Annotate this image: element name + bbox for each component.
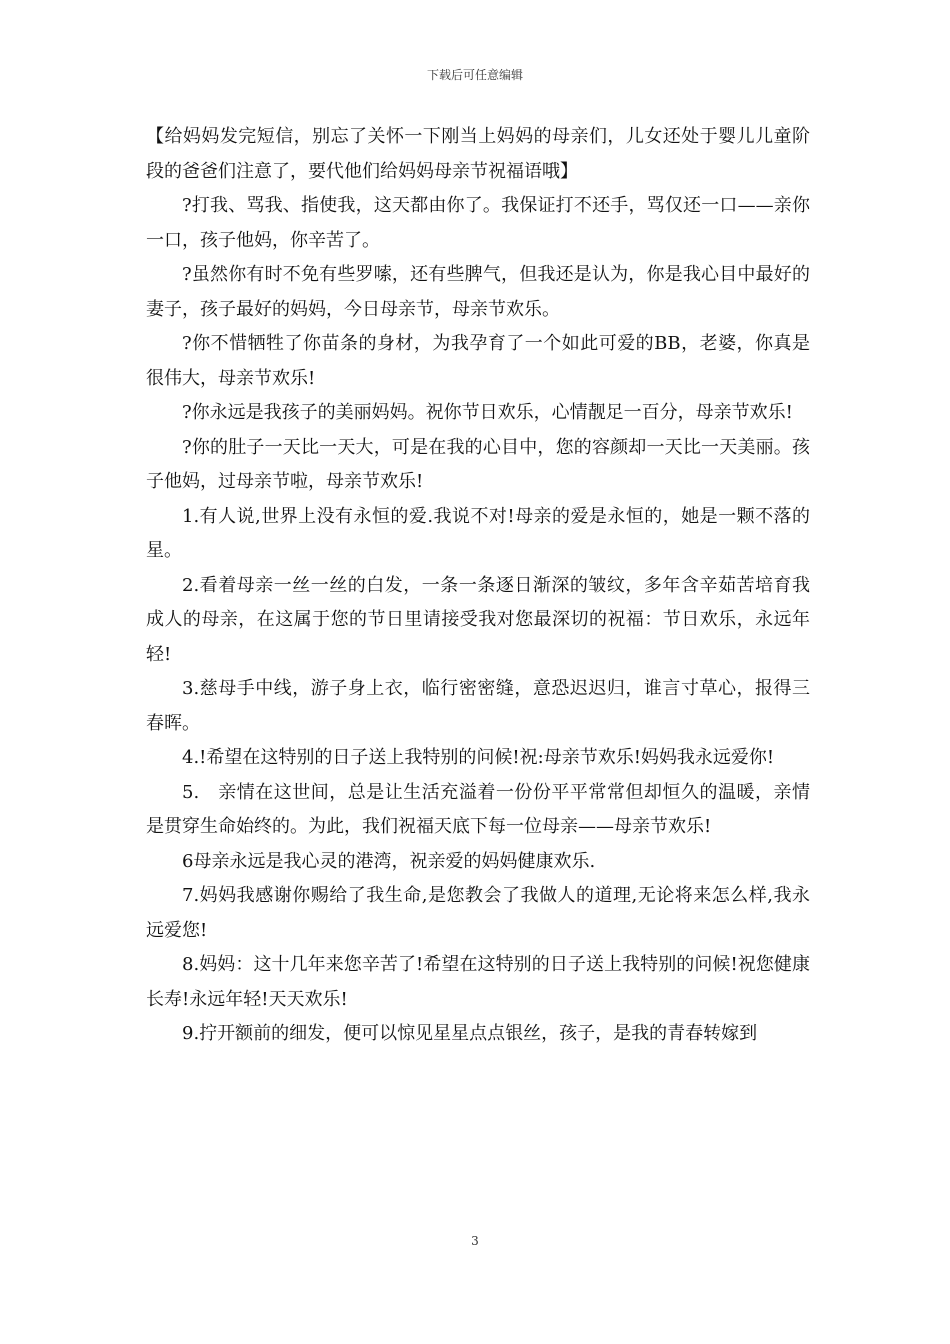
numbered-paragraph-3: 3.慈母手中线，游子身上衣，临行密密缝，意恐迟迟归，谁言寸草心，报得三春晖。 (146, 678, 810, 734)
numbered-paragraph-7: 7.妈妈我感谢你赐给了我生命,是您教会了我做人的道理,无论将来怎么样,我永远爱您! (146, 885, 810, 941)
numbered-paragraph-4: 4.!希望在这特别的日子送上我特别的问候!祝:母亲节欢乐!妈妈我永远爱你! (182, 747, 775, 768)
blessing-paragraph: ?你永远是我孩子的美丽妈妈。祝你节日欢乐，心情靓足一百分，母亲节欢乐! (182, 402, 793, 423)
numbered-paragraph-5: 5. 亲情在这世间，总是让生活充溢着一份份平平常常但却恒久的温暖，亲情是贯穿生命始终的。为此，我们祝福天底下每一位母亲——母亲节欢乐! (146, 781, 810, 837)
numbered-paragraph-9: 9.拧开额前的细发，便可以惊见星星点点银丝，孩子，是我的青春转嫁到 (182, 1023, 758, 1044)
numbered-paragraph-1: 1.有人说,世界上没有永恒的爱.我说不对!母亲的爱是永恒的，她是一颗不落的星。 (146, 505, 810, 561)
page-number: 3 (471, 1234, 479, 1248)
blessing-paragraph: ?你不惜牺牲了你苗条的身材，为我孕育了一个如此可爱的BB，老婆，你真是很伟大，母亲节欢乐! (146, 333, 810, 389)
numbered-paragraph-2: 2.看着母亲一丝一丝的白发，一条一条逐日渐深的皱纹，多年含辛茹苦培育我成人的母亲，在这属于您的节日里请接受我对您最深切的祝福：节日欢乐，永远年轻! (146, 574, 810, 665)
intro-paragraph: 【给妈妈发完短信，别忘了关怀一下刚当上妈妈的母亲们，儿女还处于婴儿儿童阶段的爸爸们注意了，要代他们给妈妈母亲节祝福语哦】 (146, 126, 810, 182)
document-body (146, 120, 810, 1052)
numbered-paragraph-8: 8.妈妈：这十几年来您辛苦了!希望在这特别的日子送上我特别的问候!祝您健康长寿!永远年轻!天天欢乐! (146, 954, 810, 1010)
blessing-paragraph: ?打我、骂我、指使我，这天都由你了。我保证打不还手，骂仅还一口——亲你一口，孩子他妈，你辛苦了。 (146, 195, 810, 251)
page-header: 下载后可任意编辑 (426, 68, 523, 82)
blessing-paragraph: ?虽然你有时不免有些罗嗦，还有些脾气，但我还是认为，你是我心目中最好的妻子，孩子最好的妈妈，今日母亲节，母亲节欢乐。 (146, 264, 810, 320)
blessing-paragraph: ?你的肚子一天比一天大，可是在我的心目中，您的容颜却一天比一天美丽。孩子他妈，过母亲节啦，母亲节欢乐! (146, 436, 810, 492)
numbered-paragraph-6: 6母亲永远是我心灵的港湾，祝亲爱的妈妈健康欢乐. (182, 850, 596, 872)
